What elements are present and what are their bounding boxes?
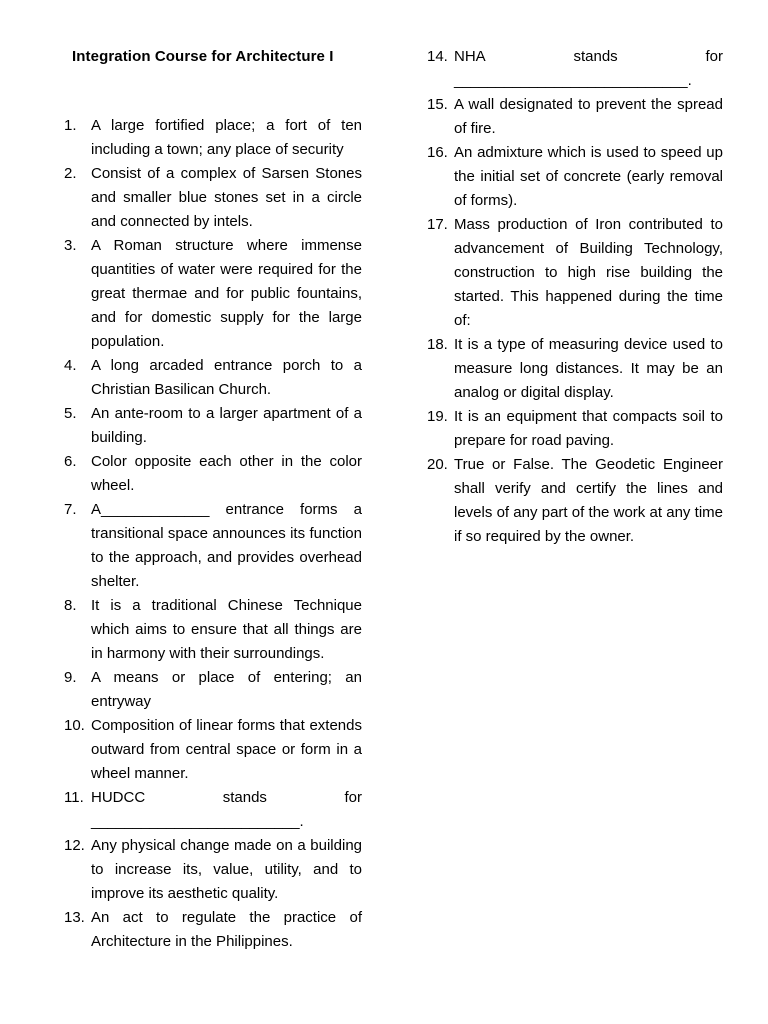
question-text: Composition of linear forms that extends outward from central space or form in a wheel manner. [91,717,362,782]
question-item [64,162,362,234]
question-number: 6. [64,453,77,470]
question-number: 10. [64,717,85,734]
question-item [427,333,723,405]
question-item [64,450,362,498]
question-item [64,786,362,834]
question-item [64,906,362,954]
question-number: 7. [64,501,77,518]
question-number: 5. [64,405,77,422]
question-number: 1. [64,117,77,134]
answer-blank: _________________________. [91,813,304,830]
question-item [64,834,362,906]
question-item [427,405,723,453]
question-number: 8. [64,597,77,614]
question-text: A means or place of entering; an entryway [91,669,362,710]
question-item [427,213,723,333]
question-text: It is an equipment that compacts soil to prepare for road paving. [454,408,723,449]
question-text: An admixture which is used to speed up the initial set of concrete (early removal of forms). [454,144,723,209]
question-text: Mass production of Iron contributed to advancement of Building Technology, construction to high rise building the started. This happened during the time of: [454,216,723,329]
question-text: A Roman structure where immense quantities of water were required for the great thermae and for public fountains, and for domestic supply for the large population. [91,237,362,350]
question-number: 17. [427,216,448,233]
question-item [64,354,362,402]
question-number: 16. [427,144,448,161]
questions-right-column [427,45,723,549]
question-text: Consist of a complex of Sarsen Stones and smaller blue stones set in a circle and connected by intels. [91,165,362,230]
question-text: Color opposite each other in the color wheel. [91,453,362,494]
question-item [64,234,362,354]
question-word: NHA [454,48,486,65]
question-word: for [705,48,723,65]
question-number: 9. [64,669,77,686]
question-first-line [91,786,362,810]
question-number: 18. [427,336,448,353]
question-text: Any physical change made on a building to increase its, value, utility, and to improve its aesthetic quality. [91,837,362,902]
page-title: Integration Course for Architecture I [72,48,334,65]
question-word: for [344,789,362,806]
question-number: 2. [64,165,77,182]
question-item [64,714,362,786]
question-word: HUDCC [91,789,146,806]
question-number: 13. [64,909,85,926]
question-text: A wall designated to prevent the spread of fire. [454,96,723,137]
question-text: It is a type of measuring device used to measure long distances. It may be an analog or digital display. [454,336,723,401]
question-item [64,594,362,666]
question-word: stands [573,48,618,65]
question-item [64,666,362,714]
question-text: A_____________ entrance forms a transitional space announces its function to the approach, and provides overhead shelter. [91,501,362,590]
question-number: 11. [64,789,84,806]
question-item [64,498,362,594]
questions-left-column [64,114,362,954]
question-text: A large fortified place; a fort of ten including a town; any place of security [91,117,362,158]
question-text [91,786,362,834]
question-number: 20. [427,456,448,473]
question-number: 12. [64,837,85,854]
question-item [427,141,723,213]
question-text: An ante-room to a larger apartment of a building. [91,405,362,446]
question-text: True or False. The Geodetic Engineer shall verify and certify the lines and levels of any part of the work at any time if so required by the owner. [454,456,723,545]
question-item [64,114,362,162]
question-number: 19. [427,408,448,425]
question-number: 4. [64,357,77,374]
question-text: It is a traditional Chinese Technique which aims to ensure that all things are in harmony with their surroundings. [91,597,362,662]
question-item [427,45,723,93]
question-number: 3. [64,237,77,254]
question-word: stands [222,789,267,806]
question-item [427,453,723,549]
question-text [454,45,723,93]
question-first-line [454,45,723,69]
question-number: 15. [427,96,448,113]
question-text: A long arcaded entrance porch to a Christian Basilican Church. [91,357,362,398]
answer-blank: ____________________________. [454,72,692,89]
question-item [64,402,362,450]
question-text: An act to regulate the practice of Architecture in the Philippines. [91,909,362,950]
question-item [427,93,723,141]
question-number: 14. [427,48,448,65]
